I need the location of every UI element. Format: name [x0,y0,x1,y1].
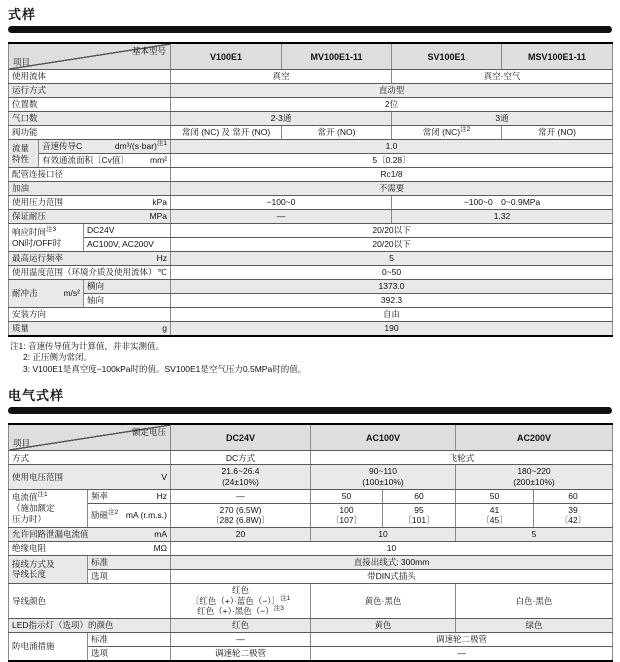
spec-row [9,112,613,126]
spec-table [8,42,613,337]
spec-value-cell: 0~50 [171,266,613,280]
section-divider-bar [8,407,612,414]
spec-value-cell: 5 [171,252,613,266]
spec-note: 3: V100E1是真空度−100kPa时的值。SV100E1是空气压力0.5MPa时的值。 [23,363,307,374]
electrical-value-cell: 绿色 [456,618,613,632]
spec-row [9,84,613,98]
electrical-value-cell: 直接出线式: 300mm [171,555,613,569]
electrical-section [0,385,620,661]
spec-value-cell: 5〔0.28〕 [171,154,613,168]
spec-value-cell: — [171,210,392,224]
spec-label-cell: 使用流体 [9,70,171,84]
electrical-label-cell: 标准 [88,555,171,569]
spec-row [9,196,613,210]
spec-row [9,266,613,280]
spec-label-cell: 最高运行频率 Hz [9,252,171,266]
electrical-value-cell: 调速轮二极管 [311,632,613,646]
spec-row [9,98,613,112]
corner-top-label: 额定电压 [131,427,166,438]
spec-value-cell: 常闭 (NC) 及 常开 (NO) [171,126,282,140]
electrical-row [9,618,613,632]
corner-top-label: 基本型号 [132,46,167,56]
spec-label-cell: 加油 [9,182,171,196]
spec-label-cell: 使用温度范围（环境介质及使用流体） ℃ [9,266,171,280]
electrical-table [8,423,613,661]
electrical-value-cell: 60 [534,489,613,503]
spec-label-cell: 音速传导C dm³/$(s\cdot bar)^{注1}$ [39,140,171,154]
electrical-label-cell: 电流值$^{注1}$ （施加额定 压力时） [9,489,88,527]
spec-section [0,4,620,375]
spec-label-cell: 配管连接口径 [9,168,171,182]
spec-row [9,252,613,266]
spec-value-cell: 3通 [392,112,613,126]
spec-note: 注1: 音速传导值为计算值，并非实测值。 [10,341,164,351]
spec-value-cell: 自由 [171,308,613,322]
spec-label-cell: 流量 特性 [9,140,39,168]
spec-label-cell: 使用压力范围 kPa [9,196,171,210]
electrical-value-cell: 10 [311,527,456,541]
electrical-row [9,527,613,541]
spec-row [9,280,613,294]
spec-row [9,210,613,224]
electrical-value-cell: 飞轮式 [311,451,613,465]
spec-label-cell: 位置数 [9,98,171,112]
electrical-value-cell: 50 [456,489,534,503]
electrical-header-row [9,424,613,451]
electrical-value-cell: 90~110 (100±10%) [311,465,456,489]
spec-row [9,322,613,337]
spec-value-cell: 常开 (NO) [502,126,613,140]
electrical-row [9,555,613,569]
electrical-row [9,583,613,618]
spec-value-cell: 20/20以下 [171,238,613,252]
electrical-value-cell: 60 [383,489,456,503]
electrical-col-header: AC200V [456,424,613,451]
electrical-value-cell: — [171,632,311,646]
spec-row [9,154,613,168]
electrical-value-cell: 红色 [171,618,311,632]
spec-label-cell: 耐冲击 m/s² [9,280,84,308]
electrical-value-cell: 39 〔42〕 [534,503,613,527]
spec-header-row [9,43,613,70]
electrical-col-header: AC100V [311,424,456,451]
electrical-row [9,451,613,465]
electrical-value-cell: 5 [456,527,613,541]
electrical-value-cell: 41 〔45〕 [456,503,534,527]
spec-label-cell: 安装方向 [9,308,171,322]
electrical-value-cell: 95 〔101〕 [383,503,456,527]
spec-value-cell: 1373.0 [171,280,613,294]
section-divider-bar [8,26,612,33]
electrical-value-cell: 20 [171,527,311,541]
spec-label-cell: 保证耐压 MPa [9,210,171,224]
corner-bottom-label: 项目 [13,57,31,67]
electrical-value-cell: 带DIN式插头 [171,569,613,583]
electrical-label-cell: 导线颜色 [9,583,171,618]
electrical-label-cell: 绝缘电阻 MΩ [9,541,171,555]
spec-value-cell: 真空 [171,70,392,84]
spec-value-cell: 直动型 [171,84,613,98]
electrical-label-cell: 频率 Hz [88,489,171,503]
spec-row [9,224,613,238]
electrical-value-cell: 调速轮二极管 [171,646,311,661]
spec-col-header: V100E1 [171,43,282,70]
electrical-value-cell: DC方式 [171,451,311,465]
catalog-page [0,4,620,662]
spec-row [9,168,613,182]
electrical-value-cell: 180~220 (200±10%) [456,465,613,489]
electrical-value-cell: 黄色·黑色 [311,583,456,618]
electrical-label-cell: 接线方式及 导线长度 [9,555,88,583]
electrical-value-cell: 21.6~26.4 (24±10%) [171,465,311,489]
electrical-row [9,541,613,555]
electrical-row [9,632,613,646]
electrical-label-cell: 防电涌措施 [9,632,88,661]
spec-value-cell: −100~0 0~0.9MPa [392,196,613,210]
spec-label-cell: 横向 [84,280,171,294]
spec-label-cell: 运行方式 [9,84,171,98]
electrical-label-cell: 励磁$^{注2}$ mA (r.m.s.) [88,503,171,527]
spec-label-cell: 响应时间$^{注3}$ ON时/OFF时 [9,224,84,252]
spec-label-cell: 气口数 [9,112,171,126]
electrical-value-cell: 黄色 [311,618,456,632]
electrical-row [9,465,613,489]
spec-value-cell: 1.32 [392,210,613,224]
electrical-value-cell: 100 〔107〕 [311,503,383,527]
electrical-label-cell: 方式 [9,451,171,465]
spec-value-cell: 常闭 (NC)$^{注2}$ [392,126,502,140]
electrical-value-cell: 白色·黑色 [456,583,613,618]
spec-label-cell: 质量 g [9,322,171,337]
electrical-label-cell: 选项 [88,646,171,661]
electrical-label-cell: 使用电压范围 V [9,465,171,489]
spec-row [9,140,613,154]
electrical-row [9,489,613,503]
spec-row [9,182,613,196]
electrical-label-cell: 标准 [88,632,171,646]
spec-label-cell: AC100V, AC200V [84,238,171,252]
electrical-value-cell: — [171,489,311,503]
spec-row [9,70,613,84]
spec-section-title: 式样 [8,7,37,22]
spec-label-cell: 有效通流面积〔Cv值〕 mm² [39,154,171,168]
spec-value-cell: 20/20以下 [171,224,613,238]
spec-value-cell: 2位 [171,98,613,112]
spec-notes [10,341,620,375]
electrical-value-cell: 270 (6.5W) 〔282 (6.8W)〕 [171,503,311,527]
spec-row [9,126,613,140]
spec-value-cell: 常开 (NO) [282,126,392,140]
electrical-row [9,569,613,583]
spec-col-header: SV100E1 [392,43,502,70]
electrical-label-cell: 选项 [88,569,171,583]
electrical-row [9,646,613,661]
electrical-value-cell: — [311,646,613,661]
spec-col-header: MSV100E1-11 [502,43,613,70]
spec-note: 2: 正压侧为常闭。 [23,352,92,363]
spec-label-cell: DC24V [84,224,171,238]
spec-value-cell: 1.0 [171,140,613,154]
spec-row [9,238,613,252]
spec-corner-cell [9,43,171,70]
spec-value-cell: 392.3 [171,294,613,308]
spec-row [9,308,613,322]
spec-label-cell: 轴向 [84,294,171,308]
spec-value-cell: 190 [171,322,613,337]
electrical-section-title: 电气式样 [8,388,65,404]
corner-bottom-label: 项目 [13,438,31,449]
electrical-col-header: DC24V [171,424,311,451]
electrical-value-cell: 红色 〔红色（+）·蓝色（−）〕$^{注1}$ 红色（+）·黑色$(-)^{注3}$ [171,583,311,618]
electrical-value-cell: 10 [171,541,613,555]
electrical-value-cell: 50 [311,489,383,503]
spec-value-cell: 真空·空气 [392,70,613,84]
spec-label-cell: 阀功能 [9,126,171,140]
electrical-corner-cell [9,424,171,451]
electrical-row [9,503,613,527]
electrical-label-cell: LED指示灯（选项）的颜色 [9,618,171,632]
spec-value-cell: 2·3通 [171,112,392,126]
spec-value-cell: Rc1/8 [171,168,613,182]
spec-row [9,294,613,308]
spec-col-header: MV100E1-11 [282,43,392,70]
spec-value-cell: −100~0 [171,196,392,210]
electrical-label-cell: 允许回路泄漏电流值 mA [9,527,171,541]
spec-value-cell: 不需要 [171,182,613,196]
